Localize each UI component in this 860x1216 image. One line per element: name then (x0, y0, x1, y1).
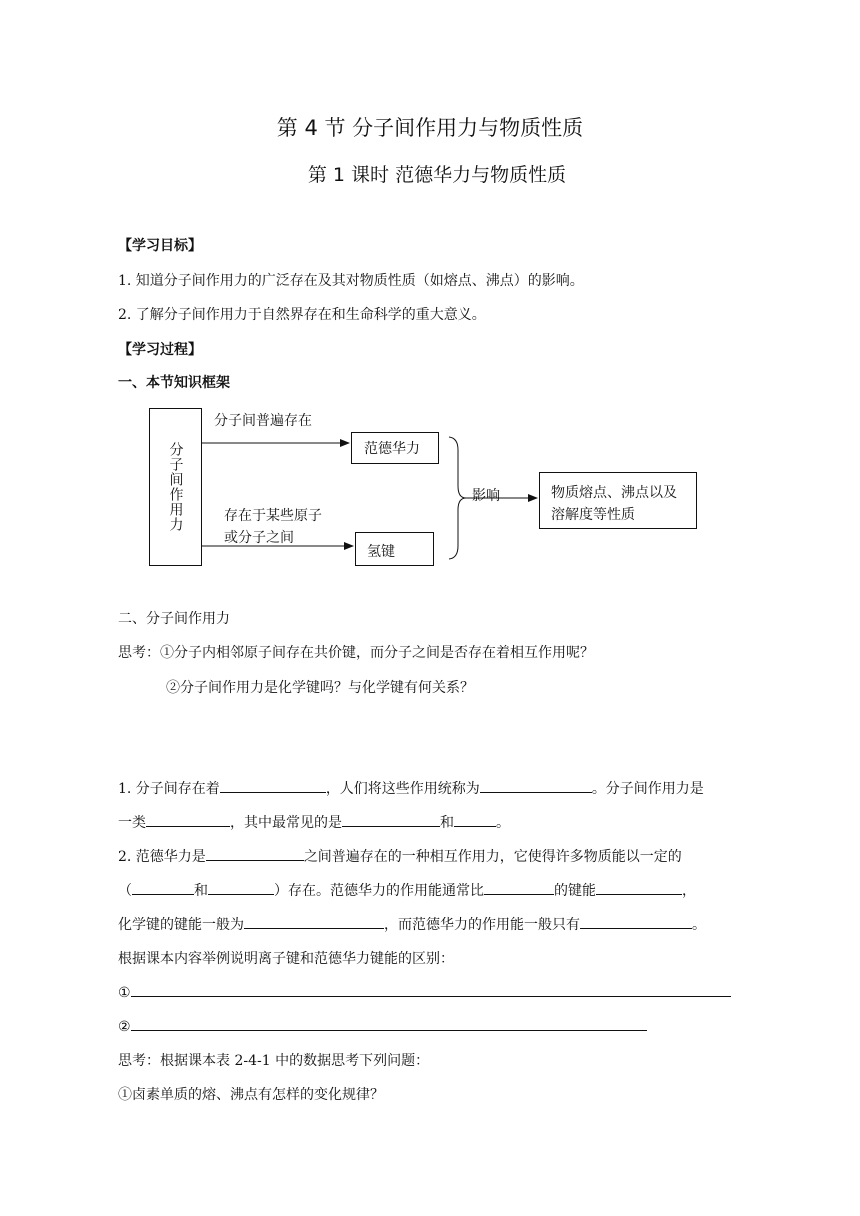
curly-brace (449, 437, 466, 559)
answer-line-2: ② (118, 1016, 647, 1035)
think3-text: 思考：根据课本表 2-4-1 中的数据思考下列问题： (118, 1053, 430, 1069)
arrow-bottom-label-2: 或分子之间 (224, 530, 294, 546)
lesson-subtitle: 第 1 课时 范德华力与物质性质 (307, 164, 567, 186)
blank-7[interactable] (132, 880, 194, 895)
example-prompt: 根据课本内容举例说明离子键和范德华力键能的区别： (118, 951, 454, 967)
influence-label: 影响 (472, 488, 500, 504)
blank-3[interactable] (146, 812, 230, 827)
answer-blank-2[interactable] (131, 1016, 647, 1031)
fill-q2-line2: （ 和 ）存在。范德华力的作用能通常比 的键能 ， (118, 880, 696, 900)
think3-question-1: ①卤素单质的熔、沸点有怎样的变化规律？ (118, 1087, 384, 1103)
blank-4[interactable] (342, 812, 440, 827)
intermolecular-force-box: 分子间作用力 (149, 408, 202, 566)
blank-2[interactable] (480, 778, 592, 793)
blank-11[interactable] (244, 914, 384, 929)
fill-q2-line3: 化学键的键能一般为 ，而范德华力的作用能一般只有 。 (118, 914, 706, 934)
section-title: 第 4 节 分子间作用力与物质性质 (276, 116, 584, 140)
fill-q2-line1: 2. 范德华力是 之间普遍存在的一种相互作用力，它使得许多物质能以一定的 (118, 846, 682, 866)
blank-6[interactable] (206, 846, 304, 861)
objective-1: 1. 知道分子间作用力的广泛存在及其对物质性质（如熔点、沸点）的影响。 (118, 273, 584, 289)
objective-2: 2. 了解分子间作用力于自然界存在和生命科学的重大意义。 (118, 307, 486, 323)
arrow-bottom-label-1: 存在于某些原子 (224, 508, 322, 524)
fill-q1-line1: 1. 分子间存在着 ，人们将这些作用统称为 。分子间作用力是 (118, 778, 704, 798)
think-question-1: 思考：①分子内相邻原子间存在共价键，而分子之间是否存在着相互作用呢？ (118, 645, 594, 661)
framework-heading: 一、本节知识框架 (118, 375, 230, 391)
arrow-top-label: 分子间普遍存在 (214, 413, 312, 429)
vdw-force-box: 范德华力 (351, 432, 439, 464)
blank-5[interactable] (454, 812, 496, 827)
think-question-2: ②分子间作用力是化学键吗？与化学键有何关系？ (166, 680, 474, 696)
objectives-heading: 【学习目标】 (118, 238, 202, 254)
blank-1[interactable] (220, 778, 326, 793)
blank-8[interactable] (208, 880, 274, 895)
properties-box: 物质熔点、沸点以及 溶解度等性质 (539, 472, 697, 529)
hydrogen-bond-box: 氢键 (355, 532, 434, 566)
answer-line-1: ① (118, 982, 731, 1001)
blank-9[interactable] (484, 880, 554, 895)
blank-10[interactable] (596, 880, 682, 895)
section2-heading: 二、分子间作用力 (118, 611, 230, 627)
answer-blank-1[interactable] (131, 982, 731, 997)
blank-12[interactable] (580, 914, 692, 929)
process-heading: 【学习过程】 (118, 342, 202, 358)
fill-q1-line2: 一类 ，其中最常见的是 和 。 (118, 812, 510, 832)
framework-connectors (0, 0, 860, 600)
